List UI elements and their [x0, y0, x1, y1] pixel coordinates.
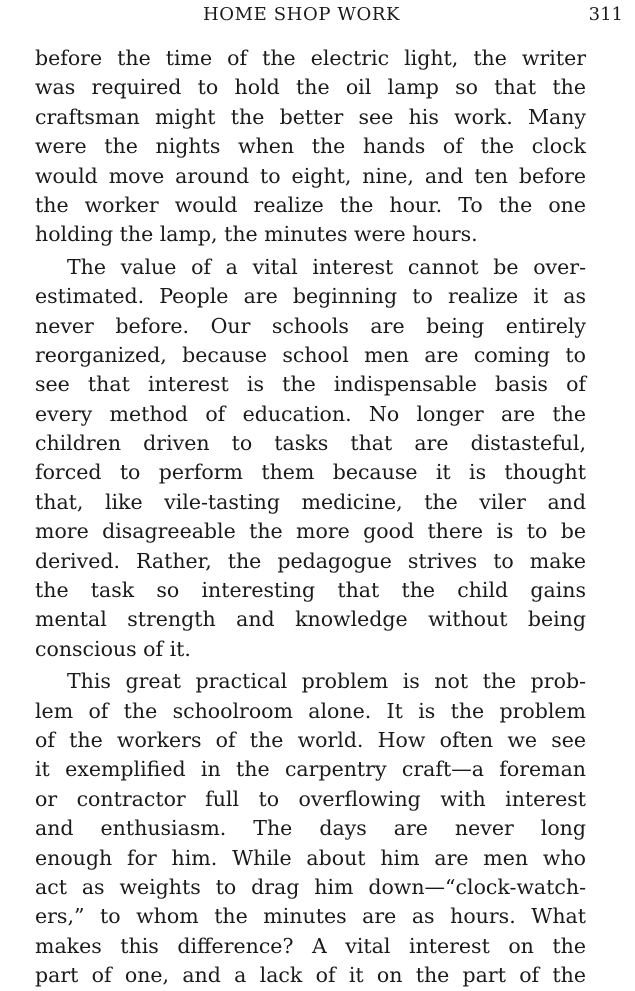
text-line: reorganized, because school men are coming to [35, 342, 586, 367]
running-header [0, 3, 635, 29]
text-line: the worker would realize the hour. To the one [35, 192, 586, 217]
text-line: it exemplified in the carpentry craft—a foreman [35, 757, 586, 782]
text-line: The value of a vital interest cannot be over- [67, 254, 586, 279]
text-line: This great practical problem is not the prob- [67, 669, 586, 694]
text-line: never before. Our schools are being entirely [35, 313, 586, 338]
text-line: more disagreeable the more good there is to be [35, 519, 586, 544]
text-line: would move around to eight, nine, and ten before [35, 163, 586, 188]
text-line: see that interest is the indispensable basis of [35, 372, 586, 397]
text-line: makes this difference? A vital interest on the [35, 933, 586, 958]
text-line: part of one, and a lack of it on the part of the [35, 963, 586, 988]
text-line: every method of education. No longer are the [35, 401, 586, 426]
text-line: lem of the schoolroom alone. It is the problem [35, 698, 586, 723]
running-title: HOME SHOP WORK [203, 4, 401, 25]
text-line: that, like vile-tasting medicine, the viler and [35, 489, 586, 514]
text-line: the task so interesting that the child gains [35, 578, 586, 603]
text-line: children driven to tasks that are distasteful, [35, 431, 586, 456]
text-line: were the nights when the hands of the clock [35, 134, 586, 159]
text-line: craftsman might the better see his work. Many [35, 104, 586, 129]
text-line: or contractor full to overflowing with interest [35, 786, 586, 811]
body-text [35, 44, 586, 991]
text-line: forced to perform them because it is thought [35, 460, 586, 485]
text-line: act as weights to drag him down—“clock-watch- [35, 874, 586, 899]
text-line: holding the lamp, the minutes were hours. [35, 222, 478, 247]
text-line: enough for him. While about him are men who [35, 845, 586, 870]
text-line: mental strength and knowledge without being [35, 607, 586, 632]
text-line: and enthusiasm. The days are never long [35, 816, 586, 841]
text-line: was required to hold the oil lamp so that the [35, 75, 586, 100]
text-line: of the workers of the world. How often we see [35, 727, 586, 752]
text-line: conscious of it. [35, 636, 191, 661]
text-line: before the time of the electric light, the writer [35, 46, 586, 70]
text-line: estimated. People are beginning to realize it as [35, 284, 586, 309]
text-line: derived. Rather, the pedagogue strives to make [35, 548, 586, 573]
page-number: 311 [588, 4, 623, 25]
text-line: ers,” to whom the minutes are as hours. What [35, 904, 586, 929]
